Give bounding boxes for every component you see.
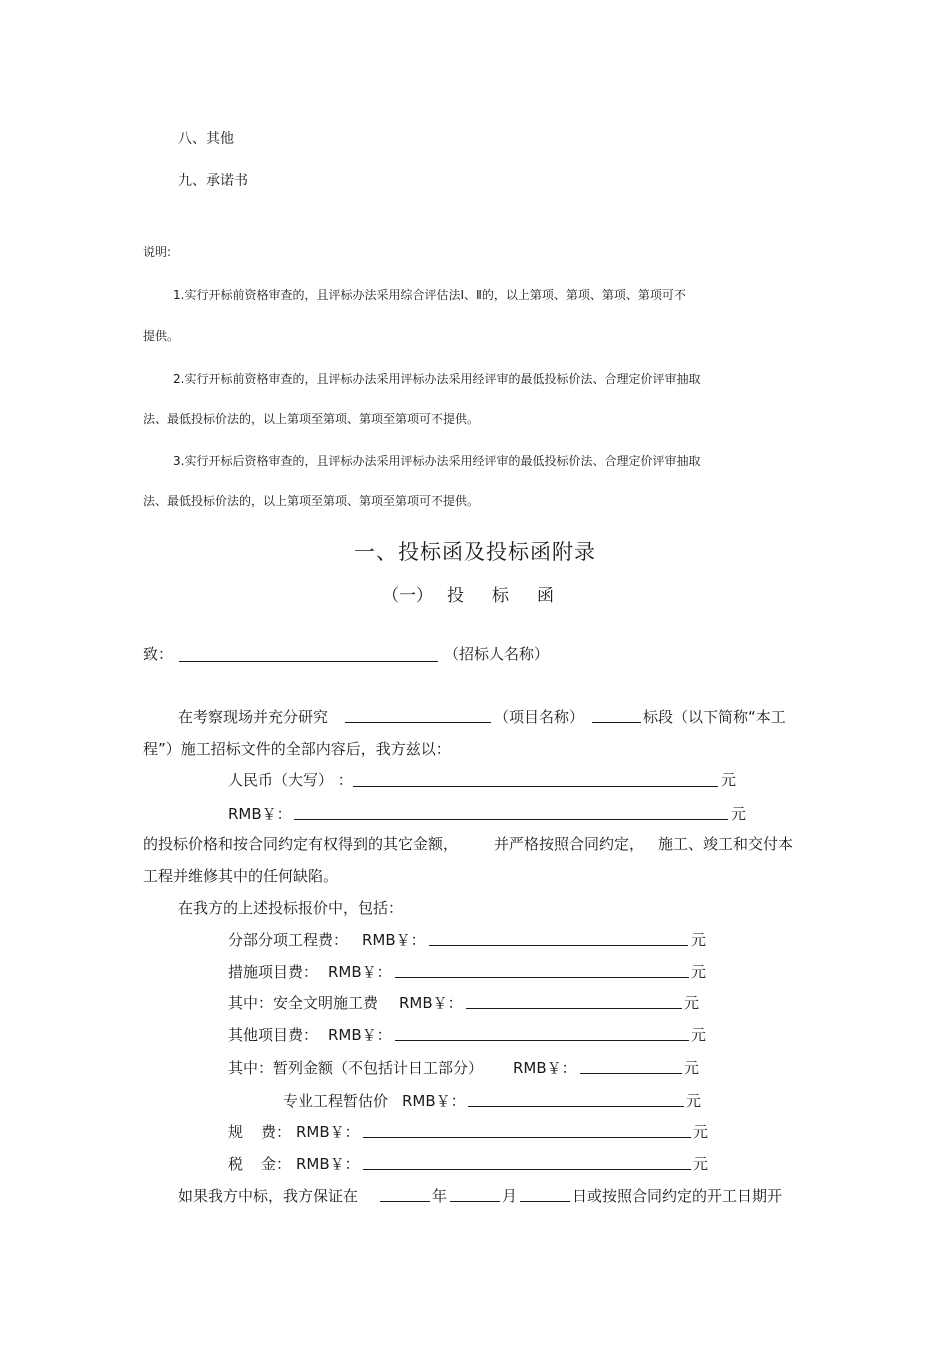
- note-2-line1: 2.实行开标前资格审查的，且评标办法采用评标办法采用经评审的最低投标价法、合理定价评审抽取: [173, 372, 701, 386]
- fee3-rmb: RMB￥：: [399, 994, 463, 1012]
- section-blank[interactable]: [592, 722, 641, 723]
- day-blank[interactable]: [520, 1201, 570, 1202]
- para2-d: 工程并维修其中的任何缺陷。: [143, 867, 339, 885]
- para2-a: 的投标价格和按合同约定有权得到的其它金额，: [143, 835, 459, 853]
- fee6-label: 专业工程暂估价: [283, 1092, 389, 1110]
- subtitle-char-2: 标: [492, 586, 509, 606]
- fee4-label: 其他项目费：: [228, 1026, 319, 1044]
- para2-b: 并严格按照合同约定，: [494, 835, 645, 853]
- para1-b: （项目名称）: [494, 708, 585, 726]
- rmb-upper-yuan: 元: [721, 771, 737, 789]
- month-blank[interactable]: [450, 1201, 500, 1202]
- toc-item-8: 八、其他: [178, 131, 234, 147]
- to-label: 致：: [143, 645, 174, 663]
- rmb-blank[interactable]: [294, 819, 728, 820]
- fee7-rmb: RMB￥：: [296, 1123, 360, 1141]
- para1-d: 程”）施工招标文件的全部内容后，我方兹以：: [143, 740, 451, 758]
- rmb-upper-label: 人民币（大写） ：: [228, 771, 353, 789]
- year-blank[interactable]: [380, 1201, 430, 1202]
- para4-a: 如果我方中标，我方保证在: [178, 1187, 359, 1205]
- fee5-label: 其中：暂列金额（不包括计日工部分）: [228, 1059, 484, 1077]
- notes-heading: 说明:: [143, 245, 172, 259]
- fee5-blank[interactable]: [580, 1073, 682, 1074]
- note-3-line2: 法、最低投标价法的，以上第项至第项、第项至第项可不提供。: [143, 494, 480, 508]
- fee3-yuan: 元: [684, 994, 700, 1012]
- fee7-blank[interactable]: [363, 1137, 691, 1138]
- fee2-blank[interactable]: [395, 977, 689, 978]
- fee2-label: 措施项目费：: [228, 963, 319, 981]
- fee2-rmb: RMB￥：: [328, 963, 392, 981]
- fee4-yuan: 元: [691, 1026, 707, 1044]
- para4-b: 日或按照合同约定的开工日期开: [572, 1187, 783, 1205]
- fee6-blank[interactable]: [468, 1106, 684, 1107]
- section-subtitle: [0, 581, 950, 606]
- note-2-line2: 法、最低投标价法的，以上第项至第项、第项至第项可不提供。: [143, 412, 480, 426]
- subtitle-char-1: 投: [447, 586, 464, 606]
- fee6-yuan: 元: [686, 1092, 702, 1110]
- para2-c: 施工、竣工和交付本: [658, 835, 794, 853]
- fee7-label-b: 费：: [261, 1123, 292, 1141]
- month-label: 月: [502, 1187, 518, 1205]
- year-label: 年: [432, 1187, 448, 1205]
- para1-a: 在考察现场并充分研究: [178, 708, 329, 726]
- fee5-rmb: RMB￥：: [513, 1059, 577, 1077]
- para3: 在我方的上述投标报价中，包括：: [178, 899, 404, 917]
- subtitle-char-3: 函: [537, 586, 554, 606]
- fee1-rmb: RMB￥：: [362, 931, 426, 949]
- note-1-line1: 1.实行开标前资格审查的，且评标办法采用综合评估法Ⅰ、Ⅱ的，以上第项、第项、第项、第项可不: [173, 288, 686, 302]
- fee8-blank[interactable]: [363, 1169, 691, 1170]
- fee3-blank[interactable]: [466, 1008, 682, 1009]
- fee1-label: 分部分项工程费：: [228, 931, 349, 949]
- fee8-rmb: RMB￥：: [296, 1155, 360, 1173]
- fee8-yuan: 元: [693, 1155, 709, 1173]
- rmb-upper-blank[interactable]: [353, 786, 718, 787]
- para1-c: 标段（以下简称“本工: [643, 708, 786, 726]
- fee2-yuan: 元: [691, 963, 707, 981]
- fee8-label-a: 税: [228, 1155, 244, 1173]
- recipient-blank[interactable]: [179, 661, 438, 662]
- fee8-label-b: 金：: [261, 1155, 292, 1173]
- fee5-yuan: 元: [684, 1059, 700, 1077]
- fee1-blank[interactable]: [429, 945, 688, 946]
- fee7-label-a: 规: [228, 1123, 244, 1141]
- section-title: 一、投标函及投标函附录: [354, 540, 596, 564]
- toc-item-9: 九、承诺书: [178, 173, 248, 189]
- fee4-rmb: RMB￥：: [328, 1026, 392, 1044]
- rmb-label: RMB￥：: [228, 805, 292, 823]
- to-suffix: （招标人名称）: [444, 645, 550, 663]
- rmb-yuan: 元: [731, 805, 747, 823]
- fee3-label: 其中：安全文明施工费: [228, 994, 379, 1012]
- fee7-yuan: 元: [693, 1123, 709, 1141]
- fee1-yuan: 元: [691, 931, 707, 949]
- note-1-line2: 提供。: [143, 329, 180, 343]
- project-name-blank[interactable]: [345, 722, 491, 723]
- subtitle-prefix: （一）: [382, 586, 433, 606]
- fee6-rmb: RMB￥：: [402, 1092, 466, 1110]
- fee4-blank[interactable]: [395, 1040, 689, 1041]
- note-3-line1: 3.实行开标后资格审查的，且评标办法采用评标办法采用经评审的最低投标价法、合理定价评审抽取: [173, 454, 701, 468]
